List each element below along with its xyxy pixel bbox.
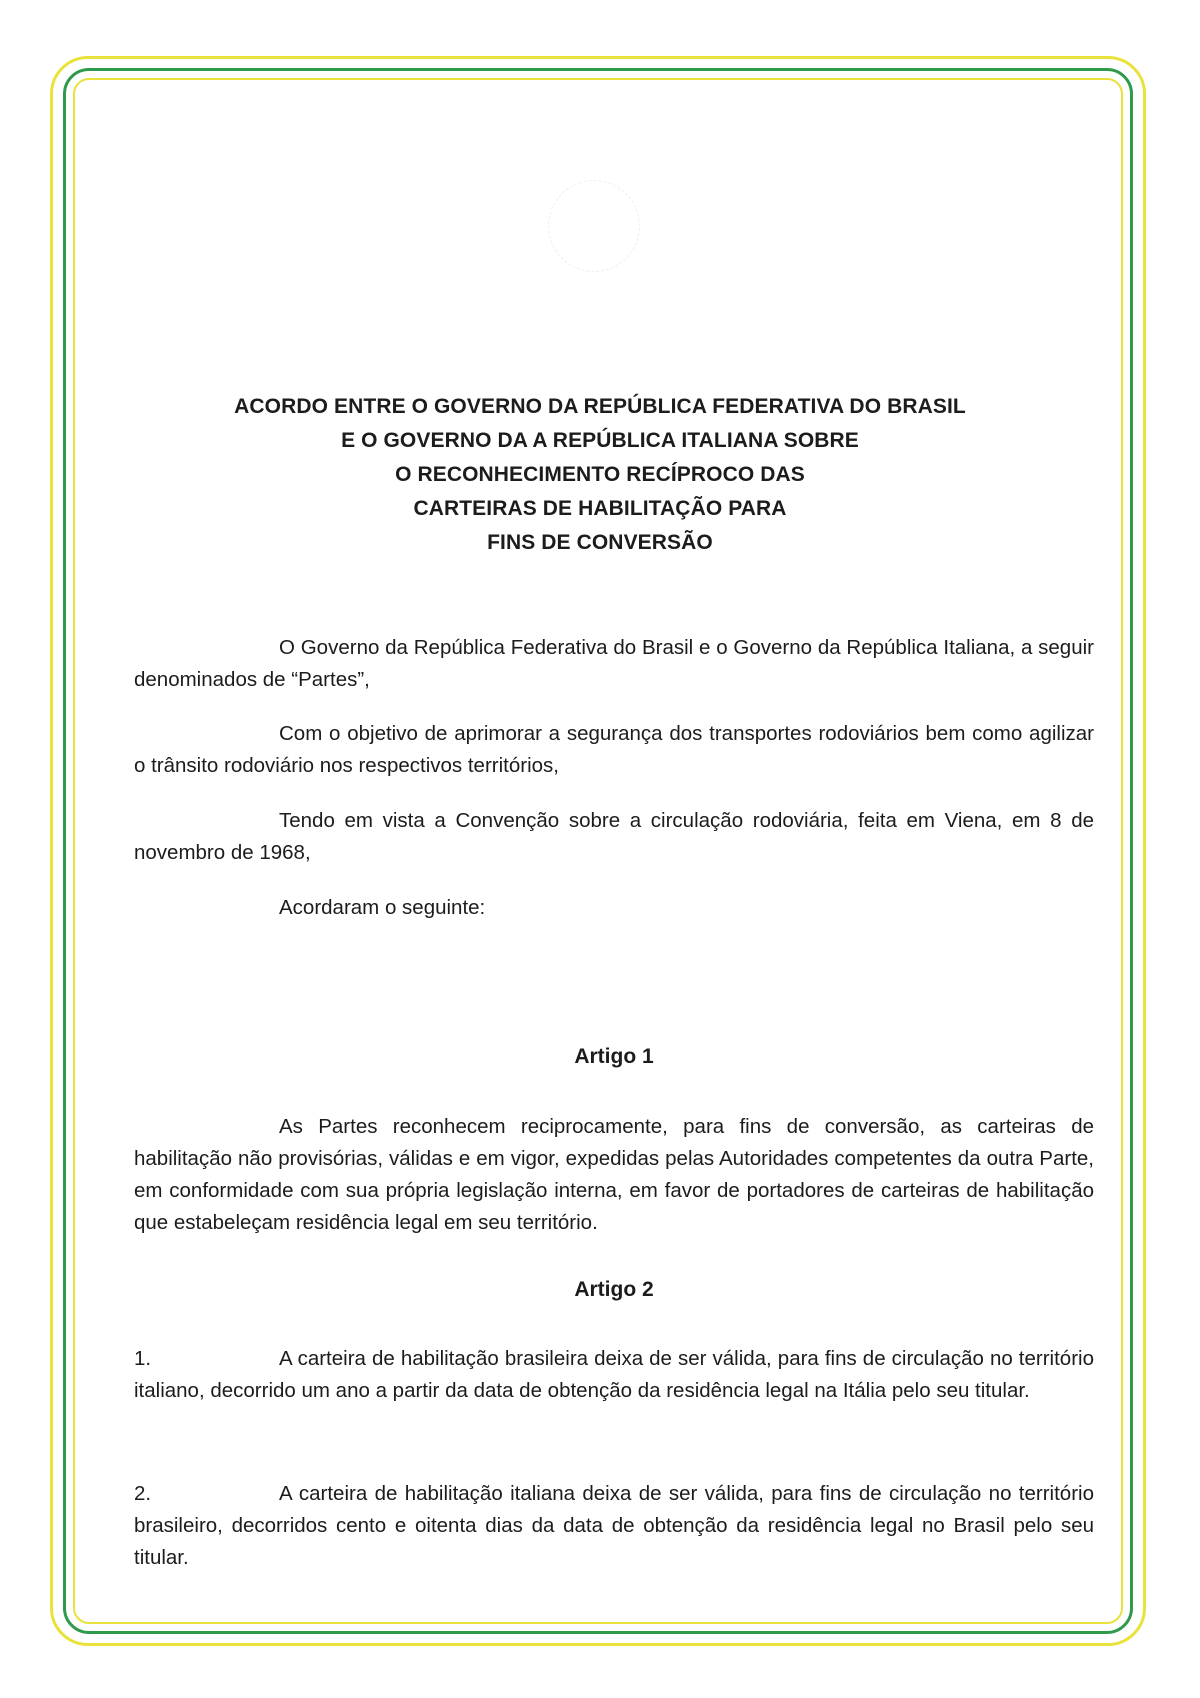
- article-2-item: [134, 1478, 1094, 1574]
- title-line: FINS DE CONVERSÃO: [487, 531, 713, 554]
- preamble-paragraph: O Governo da República Federativa do Brasil e o Governo da República Italiana, a seguir denominados de “Partes”,: [134, 636, 1094, 691]
- article-1-text: As Partes reconhecem reciprocamente, para fins de conversão, as carteiras de habilitação não provisórias, válidas e em vigor, expedidas pelas Autoridades competentes da outra Parte, em conformidade com sua própria legislação interna, em favor de portadores de carteiras de habilitação que estabeleçam residência legal em seu território.: [134, 1115, 1094, 1234]
- item-text: A carteira de habilitação brasileira deixa de ser válida, para fins de circulação no território italiano, decorrido um ano a partir da data de obtenção da residência legal na Itália pelo seu titular.: [134, 1347, 1094, 1402]
- article-2-heading: Artigo 2: [574, 1278, 654, 1301]
- item-text: A carteira de habilitação italiana deixa de ser válida, para fins de circulação no território brasileiro, decorridos cento e oitenta dias da data de obtenção da residência legal no Brasil pelo seu titular.: [134, 1482, 1094, 1569]
- title-line: O RECONHECIMENTO RECÍPROCO DAS: [395, 463, 805, 486]
- preamble-paragraph: Acordaram o seguinte:: [279, 896, 486, 919]
- preamble-paragraph: Com o objetivo de aprimorar a segurança dos transportes rodoviários bem como agilizar o trânsito rodoviário nos respectivos territórios,: [134, 722, 1094, 777]
- title-line: CARTEIRAS DE HABILITAÇÃO PARA: [413, 497, 787, 520]
- title-line: ACORDO ENTRE O GOVERNO DA REPÚBLICA FEDERATIVA DO BRASIL: [234, 395, 966, 418]
- item-number: 2.: [134, 1482, 152, 1505]
- document-title: [180, 390, 1020, 560]
- item-number: 1.: [134, 1347, 152, 1370]
- article-1-heading: Artigo 1: [574, 1045, 654, 1068]
- title-line: E O GOVERNO DA A REPÚBLICA ITALIANA SOBRE: [341, 429, 859, 452]
- embossed-seal-icon: [548, 180, 640, 272]
- article-2-item: [134, 1343, 1094, 1407]
- preamble-paragraph: Tendo em vista a Convenção sobre a circulação rodoviária, feita em Viena, em 8 de novembro de 1968,: [134, 809, 1094, 864]
